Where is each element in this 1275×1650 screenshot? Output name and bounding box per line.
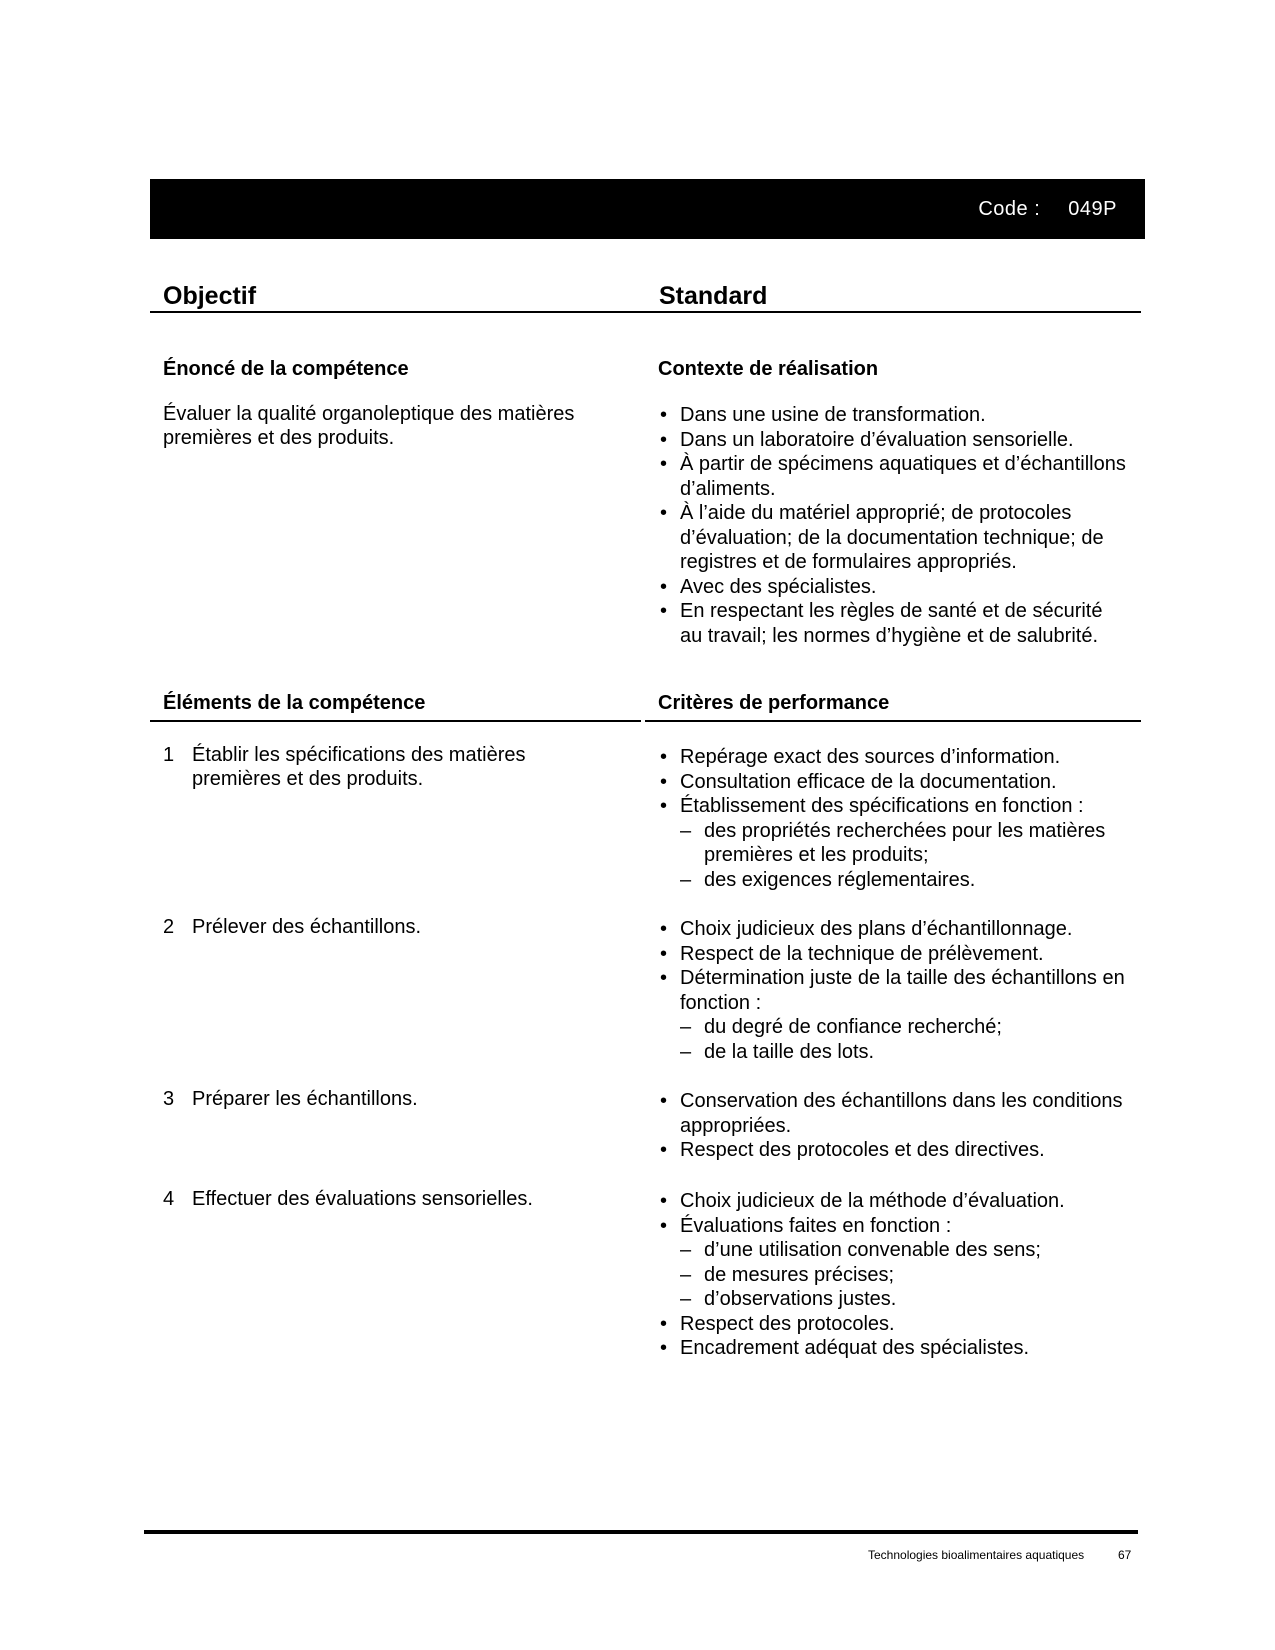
- element-text: Prélever des échantillons.: [192, 916, 422, 938]
- element-text: Préparer les échantillons.: [192, 1088, 418, 1110]
- critere-item: [658, 1089, 1128, 1138]
- contexte-item: • Dans un laboratoire d’évaluation sensorielle.: [658, 428, 1128, 453]
- critere-text: Repérage exact des sources d’information.: [680, 746, 1061, 768]
- contexte-item: • À partir de spécimens aquatiques et d’échantillons d’aliments.: [658, 452, 1128, 501]
- elements-rule: [150, 720, 641, 722]
- criteres-rule: [645, 720, 1141, 722]
- critere-subitem: – d’observations justes.: [680, 1287, 1128, 1312]
- criteres-group-4: [658, 1189, 1128, 1361]
- element-number: 3: [163, 1088, 175, 1110]
- objectif-heading: Objectif: [163, 282, 257, 310]
- element-item: [163, 743, 613, 791]
- critere-subitem: – de mesures précises;: [680, 1263, 1128, 1288]
- element-item: [163, 915, 613, 939]
- critere-text: Respect des protocoles et des directives.: [680, 1139, 1045, 1161]
- program-code: [978, 198, 1117, 221]
- critere-text: Respect des protocoles.: [680, 1312, 895, 1335]
- critere-text: Consultation efficace de la documentation.: [680, 770, 1057, 793]
- standard-heading: Standard: [659, 282, 768, 310]
- contexte-item: • Dans une usine de transformation.: [658, 403, 1128, 428]
- critere-item: [658, 942, 1128, 967]
- critere-text: Choix judicieux de la méthode d’évaluation.: [680, 1190, 1065, 1212]
- footer-rule: [144, 1530, 1138, 1534]
- element-item: [163, 1187, 613, 1211]
- criteres-title: Critères de performance: [658, 692, 890, 714]
- code-label: Code :: [978, 198, 1041, 220]
- critere-subitem: – d’une utilisation convenable des sens;: [680, 1238, 1128, 1263]
- critere-sublist: [680, 819, 1128, 893]
- footer-title: Technologies bioalimentaires aquatiques: [868, 1548, 1085, 1562]
- critere-item: [658, 745, 1128, 770]
- code-banner: [150, 179, 1145, 239]
- element-text: Établir les spécifications des matières premières et des produits.: [192, 744, 526, 790]
- critere-item: [658, 770, 1128, 795]
- critere-item: [658, 966, 1128, 1064]
- critere-item: [658, 1312, 1128, 1337]
- enonce-title: Énoncé de la compétence: [163, 358, 409, 380]
- element-number: 1: [163, 744, 175, 766]
- criteres-group-3: [658, 1089, 1128, 1163]
- elements-title: Éléments de la compétence: [163, 692, 426, 714]
- critere-text: Choix judicieux des plans d’échantillonnage.: [680, 918, 1073, 940]
- critere-item: [658, 1189, 1128, 1214]
- critere-item: [658, 1138, 1128, 1163]
- critere-text: Détermination juste de la taille des échantillons en fonction :: [680, 967, 1125, 1014]
- critere-text: Conservation des échantillons dans les conditions appropriées.: [680, 1090, 1123, 1137]
- criteres-group-2: [658, 917, 1128, 1064]
- critere-subitem: – des propriétés recherchées pour les matières premières et les produits;: [680, 819, 1128, 868]
- critere-text: Établissement des spécifications en fonction :: [680, 795, 1084, 817]
- element-item: [163, 1087, 613, 1111]
- contexte-item: • À l’aide du matériel approprié; de protocoles d’évaluation; de la documentation technique; de registres et de formulaires appropriés.: [658, 501, 1128, 575]
- critere-subitem: – des exigences réglementaires.: [680, 868, 1128, 893]
- critere-text: Respect de la technique de prélèvement.: [680, 942, 1044, 965]
- critere-text: Évaluations faites en fonction :: [680, 1214, 952, 1237]
- critere-item: [658, 917, 1128, 942]
- contexte-item: • Avec des spécialistes.: [658, 575, 1128, 600]
- code-value: 049P: [1068, 198, 1117, 220]
- critere-item: [658, 1214, 1128, 1312]
- critere-item: [658, 794, 1128, 892]
- contexte-list: [658, 403, 1128, 648]
- heading-rule: [150, 311, 1141, 313]
- contexte-title: Contexte de réalisation: [658, 358, 879, 380]
- page-number: 67: [1118, 1548, 1132, 1562]
- enonce-text: Évaluer la qualité organoleptique des matières premières et des produits.: [163, 403, 575, 449]
- critere-subitem: – de la taille des lots.: [680, 1040, 1128, 1065]
- critere-subitem: – du degré de confiance recherché;: [680, 1015, 1128, 1040]
- criteres-group-1: [658, 745, 1128, 892]
- critere-sublist: [680, 1238, 1128, 1312]
- critere-sublist: [680, 1015, 1128, 1064]
- critere-text: Encadrement adéquat des spécialistes.: [680, 1337, 1030, 1359]
- contexte-item: • En respectant les règles de santé et de sécurité au travail; les normes d’hygiène et de salubrité.: [658, 599, 1128, 648]
- element-number: 2: [163, 916, 175, 938]
- element-text: Effectuer des évaluations sensorielles.: [192, 1188, 533, 1210]
- critere-item: [658, 1336, 1128, 1361]
- element-number: 4: [163, 1188, 175, 1210]
